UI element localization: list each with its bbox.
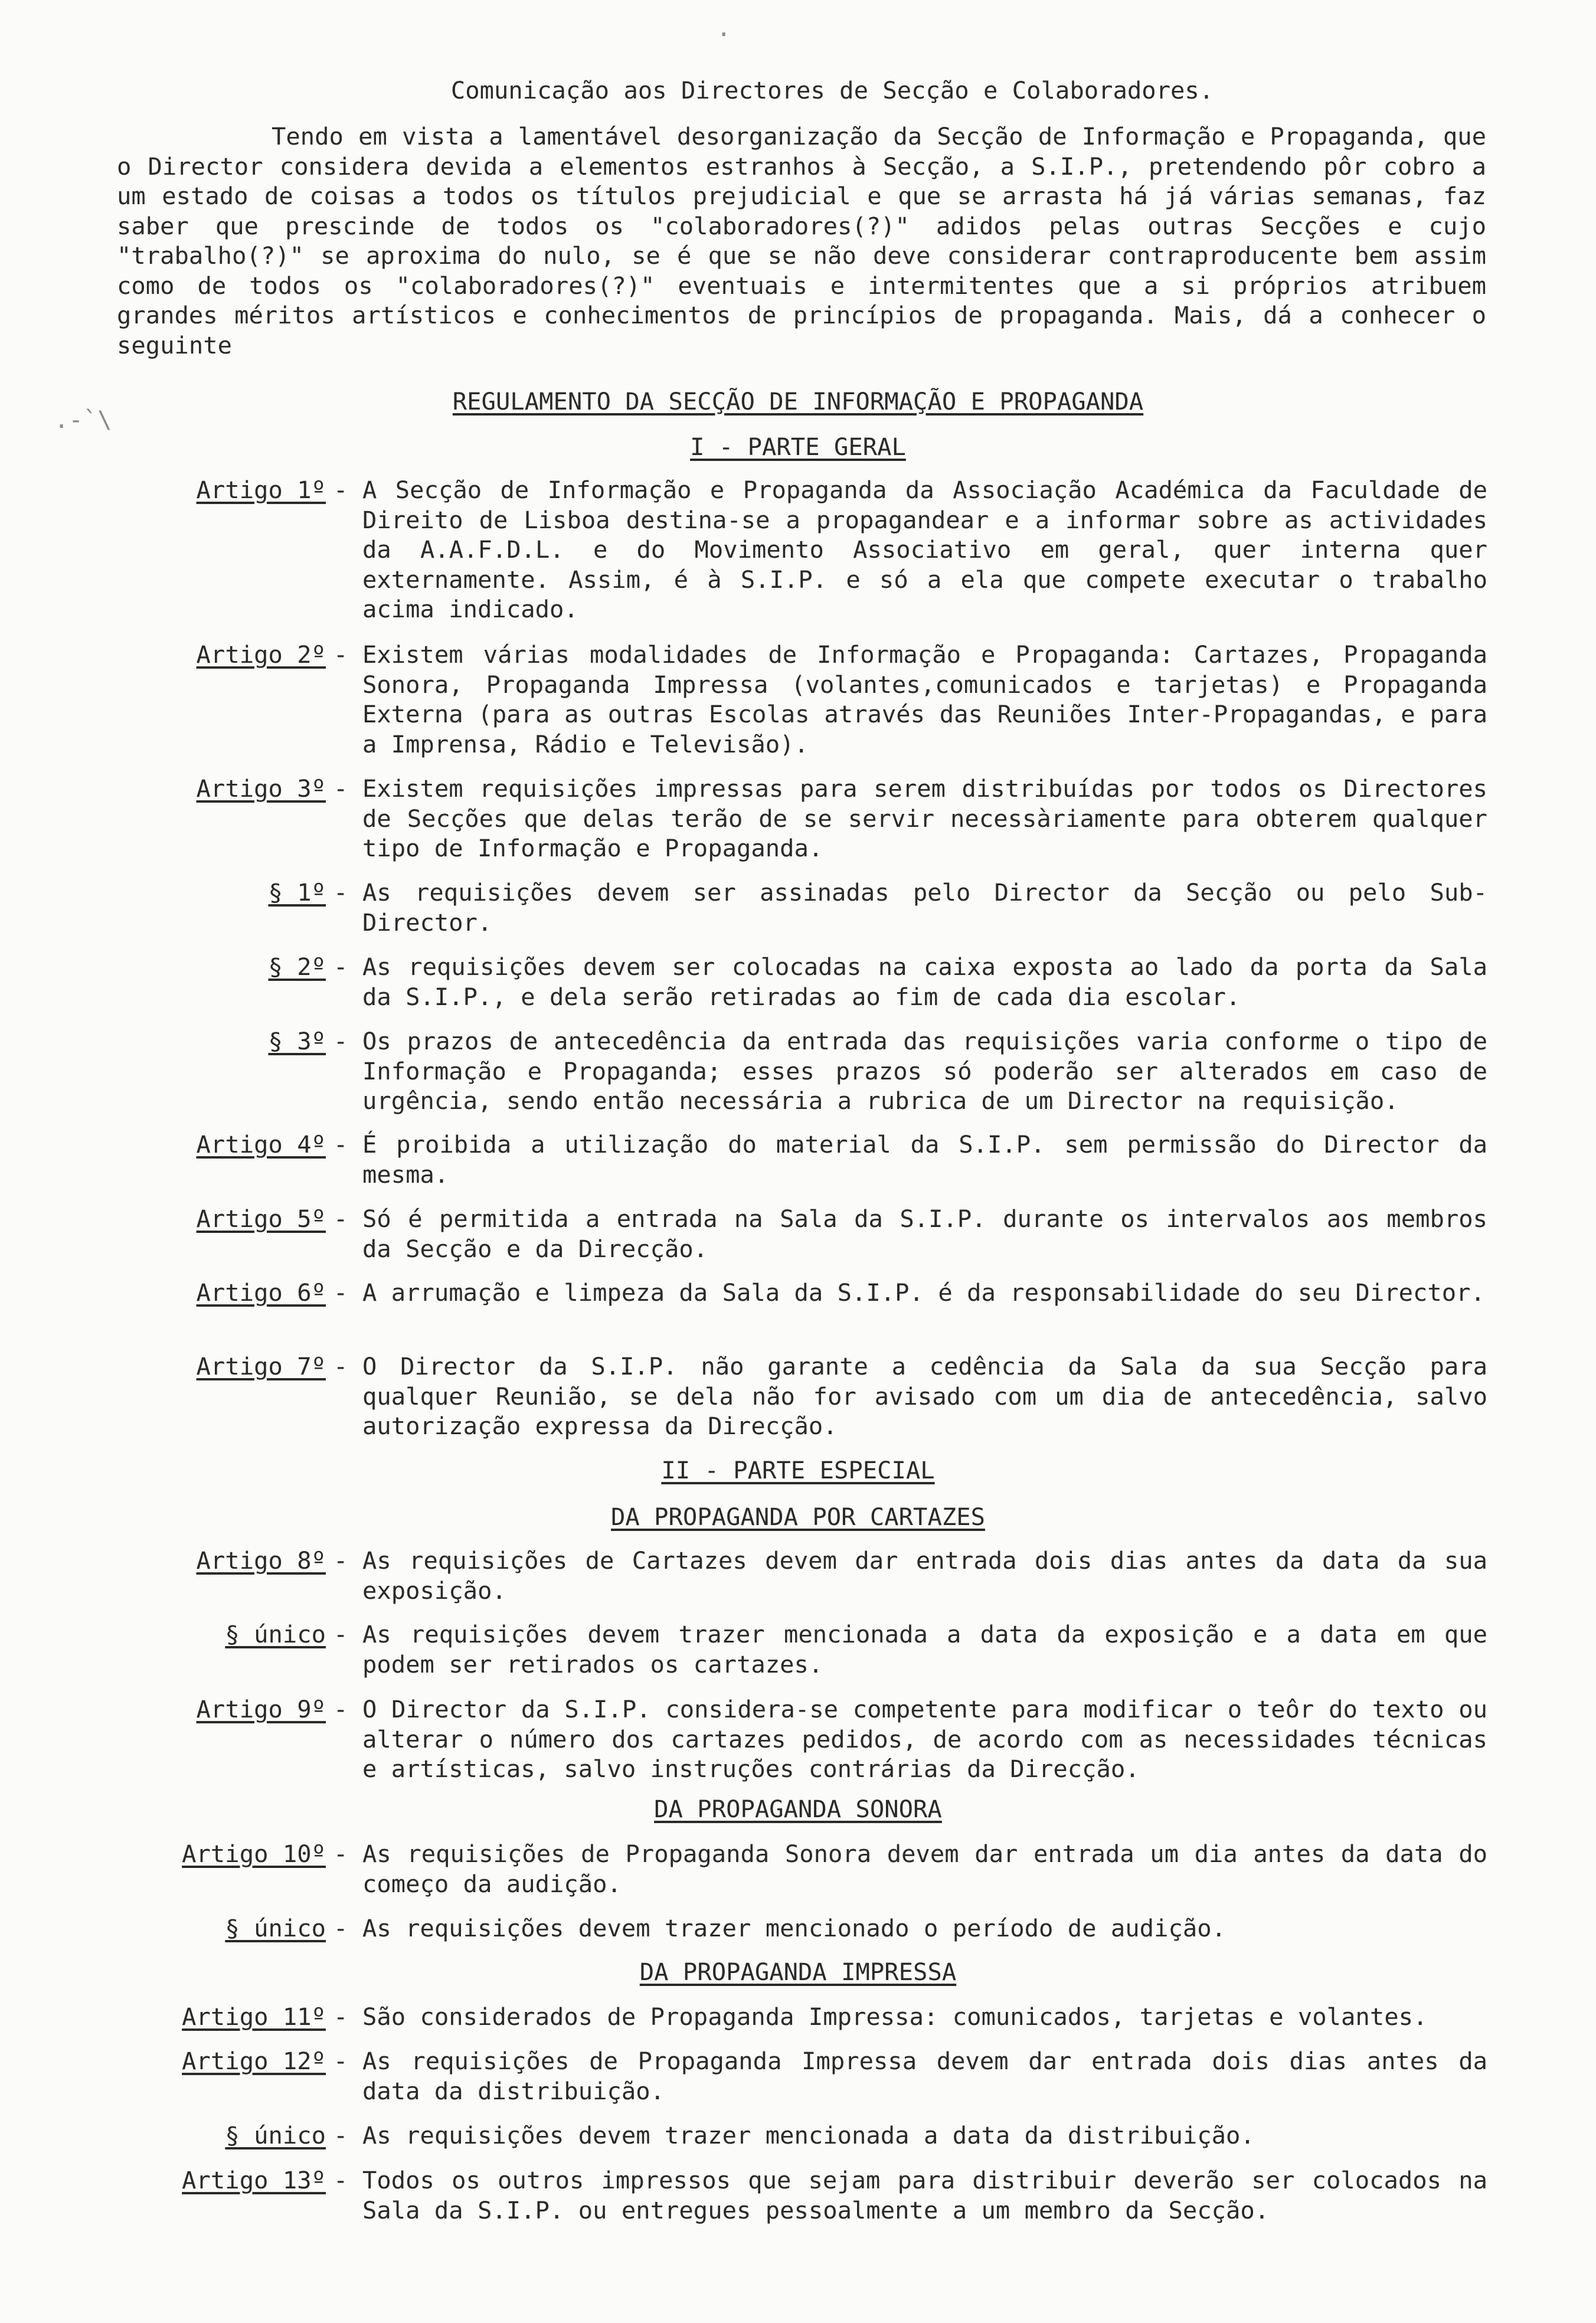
article-text: As requisições devem ser colocadas na caixa exposta ao lado da porta da Sala da S.I.P., e dela serão retiradas ao fim de cada dia escolar. xyxy=(362,953,1487,1011)
article-dash: - xyxy=(333,476,348,504)
section-heading-impressa: DA PROPAGANDA IMPRESSA xyxy=(639,1958,957,1986)
article-label: Artigo 5º xyxy=(196,1205,326,1233)
article-label: Artigo 9º xyxy=(196,1695,326,1723)
article-label: Artigo 7º xyxy=(196,1352,326,1380)
article-dash: - xyxy=(333,2166,348,2194)
article-text: Os prazos de antecedência da entrada das requisições varia conforme o tipo de Informação e Propaganda; esses prazos só poderão ser alterados em caso de urgência, sendo então necessária a rubrica de um Director na requisição. xyxy=(362,1027,1487,1115)
paragraph-label: § 1º xyxy=(268,878,326,907)
article-dash: - xyxy=(333,878,348,907)
article-dash: - xyxy=(333,1840,348,1868)
article-dash: - xyxy=(333,1352,348,1380)
article-dash: - xyxy=(333,953,348,981)
article-text: As requisições devem trazer mencionado o período de audição. xyxy=(362,1914,1226,1942)
article-text: Só é permitida a entrada na Sala da S.I.P. durante os intervalos aos membros da Secção e da Direcção. xyxy=(362,1205,1487,1263)
article-text: As requisições devem trazer mencionada a data da exposição e a data em que podem ser retirados os cartazes. xyxy=(362,1620,1487,1679)
article-dash: - xyxy=(333,1130,348,1159)
article-label: Artigo 12º xyxy=(182,2047,326,2075)
section-heading-sonora: DA PROPAGANDA SONORA xyxy=(654,1795,942,1823)
article-text: As requisições de Cartazes devem dar entrada dois dias antes da data da sua exposição. xyxy=(362,1546,1487,1605)
margin-mark: .-`\ xyxy=(54,405,112,434)
paragraph-label: § 2º xyxy=(268,953,326,981)
article-dash: - xyxy=(333,774,348,803)
paragraph-label: § único xyxy=(225,1914,326,1942)
article-text: As requisições de Propaganda Sonora devem dar entrada um dia antes da data do começo da audição. xyxy=(362,1840,1487,1898)
paragraph-label: § 3º xyxy=(268,1027,326,1055)
article-dash: - xyxy=(333,1914,348,1942)
article-text: As requisições devem ser assinadas pelo Director da Secção ou pelo Sub-Director. xyxy=(362,878,1487,937)
article-dash: - xyxy=(333,2003,348,2031)
article-text: As requisições de Propaganda Impressa devem dar entrada dois dias antes da data da distribuição. xyxy=(362,2047,1487,2105)
article-dash: - xyxy=(333,1027,348,1055)
article-text: Existem requisições impressas para serem distribuídas por todos os Directores de Secções que delas terão de se servir necessàriamente para obterem qualquer tipo de Informação e Propaganda. xyxy=(362,774,1487,862)
regulation-title: REGULAMENTO DA SECÇÃO DE INFORMAÇÃO E PROPAGANDA xyxy=(452,387,1144,415)
article-dash: - xyxy=(333,1620,348,1648)
article-dash: - xyxy=(333,640,348,669)
article-text: A Secção de Informação e Propaganda da Associação Académica da Faculdade de Direito de Lisboa destina-se a propagandear e a informar sobre as actividades da A.A.F.D.L. e do Movimento Associativo em geral, quer interna quer externamente. Assim, é à S.I.P. e só a ela que compete executar o trabalho acima indicado. xyxy=(362,476,1487,623)
article-dash: - xyxy=(333,1546,348,1575)
article-text: Existem várias modalidades de Informação e Propaganda: Cartazes, Propaganda Sonora, Propaganda Impressa (volantes,comunicados e tarjetas) e Propaganda Externa (para as outras Escolas através das Reuniões Inter-Propagandas, e para a Imprensa, Rádio e Televisão). xyxy=(362,640,1487,758)
paragraph-label: § único xyxy=(225,1620,326,1648)
article-label: Artigo 3º xyxy=(196,774,326,803)
article-text: A arrumação e limpeza da Sala da S.I.P. é da responsabilidade do seu Director. xyxy=(362,1278,1485,1307)
article-label: Artigo 4º xyxy=(196,1130,326,1159)
article-label: Artigo 8º xyxy=(196,1546,326,1575)
document-title: Comunicação aos Directores de Secção e Colaboradores. xyxy=(450,76,1214,104)
article-dash: - xyxy=(333,1695,348,1723)
article-text: São considerados de Propaganda Impressa: comunicados, tarjetas e volantes. xyxy=(362,2003,1428,2031)
article-text: É proibida a utilização do material da S.I.P. sem permissão do Director da mesma. xyxy=(362,1130,1487,1189)
article-dash: - xyxy=(333,1278,348,1307)
article-dash: - xyxy=(333,2121,348,2149)
article-dash: - xyxy=(333,2047,348,2075)
section-heading-cartazes: DA PROPAGANDA POR CARTAZES xyxy=(611,1503,985,1531)
speck-mark: . xyxy=(717,14,731,42)
part-1-heading: I - PARTE GERAL xyxy=(690,433,906,461)
article-text: Todos os outros impressos que sejam para distribuir deverão ser colocados na Sala da S.I.P. ou entregues pessoalmente a um membro da Secção. xyxy=(362,2166,1487,2224)
article-label: Artigo 2º xyxy=(196,640,326,669)
article-label: Artigo 6º xyxy=(196,1278,326,1307)
article-label: Artigo 13º xyxy=(182,2166,326,2194)
article-text: As requisições devem trazer mencionada a data da distribuição. xyxy=(362,2121,1255,2149)
article-label: Artigo 10º xyxy=(182,1840,326,1868)
article-label: Artigo 11º xyxy=(182,2003,326,2031)
article-text: O Director da S.I.P. considera-se competente para modificar o teôr do texto ou alterar o número dos cartazes pedidos, de acordo com as necessidades técnicas e artísticas, salvo instruções contrárias da Direcção. xyxy=(362,1695,1487,1783)
article-label: Artigo 1º xyxy=(196,476,326,504)
paragraph-label: § único xyxy=(225,2121,326,2149)
part-2-heading: II - PARTE ESPECIAL xyxy=(661,1456,935,1484)
intro-paragraph: Tendo em vista a lamentável desorganização da Secção de Informação e Propaganda, que o Director considera devida a elementos estranhos à Secção, a S.I.P., pretendendo pôr cobro a um estado de coisas a todos os títulos prejudicial e que se arrasta há já várias semanas, faz saber que prescinde de todos os "colaboradores(?)" adidos pelas outras Secções e cujo "trabalho(?)" se aproxima do nulo, se é que se não deve considerar contraproducente bem assim como de todos os "colaboradores(?)" eventuais e intermitentes que a si próprios atribuem grandes méritos artísticos e conhecimentos de princípios de propaganda. Mais, dá a conhecer o seguinte xyxy=(117,122,1486,359)
article-text: O Director da S.I.P. não garante a cedência da Sala da sua Secção para qualquer Reunião, se dela não for avisado com um dia de antecedência, salvo autorização expressa da Direcção. xyxy=(362,1352,1487,1440)
article-dash: - xyxy=(333,1205,348,1233)
